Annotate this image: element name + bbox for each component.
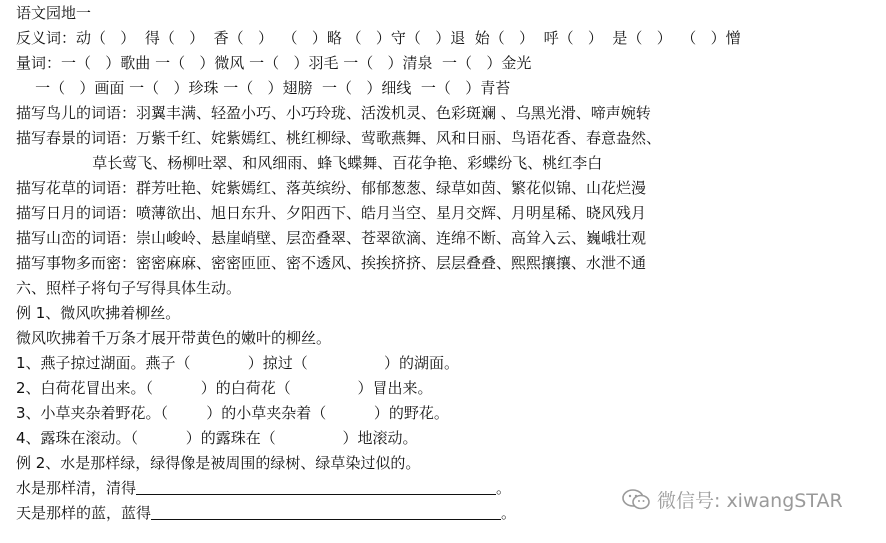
watermark-text: 微信号: xiwangSTAR	[657, 490, 843, 512]
text-line: 2、白荷花冒出来。（ ）的白荷花（ ）冒出来。	[16, 379, 433, 397]
text-line: 例 2、水是那样绿，绿得像是被周围的绿树、绿草染过似的。	[16, 454, 421, 472]
text-line: 反义词：动（ ） 得（ ） 香（ ） （ ）略 （ ）守（ ）退 始（ ） 呼（ ） 是（ ） （ ）憎	[16, 29, 741, 47]
text-line: 草长莺飞、杨柳吐翠、和风细雨、蜂飞蝶舞、百花争艳、彩蝶纷飞、桃红李白	[16, 154, 603, 172]
text-line: 描写山峦的词语：崇山峻岭、悬崖峭壁、层峦叠翠、苍翠欲滴、连绵不断、高耸入云、巍峨壮观	[16, 229, 647, 247]
fill-line-prefix: 水是那样清，清得	[16, 479, 137, 497]
text-line: 一（ ）画面 一（ ）珍珠 一（ ）翅膀 一（ ）细线 一（ ）青苔	[16, 79, 511, 97]
text-line: 4、露珠在滚动。（ ）的露珠在（ ）地滚动。	[16, 429, 418, 447]
text-line: 语文园地一	[16, 4, 92, 22]
text-line: 描写日月的词语：喷薄欲出、旭日东升、夕阳西下、皓月当空、星月交辉、月明星稀、晓风残月	[16, 204, 647, 222]
text-line: 描写事物多而密：密密麻麻、密密匝匝、密不透风、挨挨挤挤、层层叠叠、熙熙攘攘、水泄不通	[16, 254, 647, 272]
text-line: 3、小草夹杂着野花。（ ）的小草夹杂着（ ）的野花。	[16, 404, 449, 422]
fill-line-prefix: 天是那样的蓝，蓝得	[16, 504, 152, 522]
answer-blank[interactable]	[136, 478, 496, 495]
text-line: 量词：一（ ）歌曲 一（ ）微风 一（ ）羽毛 一（ ）清泉 一（ ）金光	[16, 54, 532, 72]
text-line: 例 1、微风吹拂着柳丝。	[16, 304, 181, 322]
wechat-icon	[621, 487, 651, 513]
fill-line	[16, 502, 516, 524]
text-line: 描写花草的词语：群芳吐艳、姹紫嫣红、落英缤纷、郁郁葱葱、绿草如茵、繁花似锦、山花烂漫	[16, 179, 647, 197]
answer-blank[interactable]	[151, 503, 501, 520]
text-line: 六、照样子将句子写得具体生动。	[16, 279, 242, 297]
text-line: 微风吹拂着千万条才展开带黄色的嫩叶的柳丝。	[16, 329, 332, 347]
text-line: 描写春景的词语：万紫千红、姹紫嫣红、桃红柳绿、莺歌燕舞、风和日丽、鸟语花香、春意盎然、	[16, 129, 662, 147]
fill-line-suffix: 。	[501, 504, 517, 522]
fill-line-suffix: 。	[496, 479, 512, 497]
watermark	[621, 486, 843, 513]
text-line: 1、燕子掠过湖面。燕子（ ）掠过（ ）的湖面。	[16, 354, 460, 372]
text-line: 描写鸟儿的词语：羽翼丰满、轻盈小巧、小巧玲珑、活泼机灵、色彩斑斓 、乌黑光滑、啼声婉转	[16, 104, 651, 122]
fill-line	[16, 477, 511, 499]
